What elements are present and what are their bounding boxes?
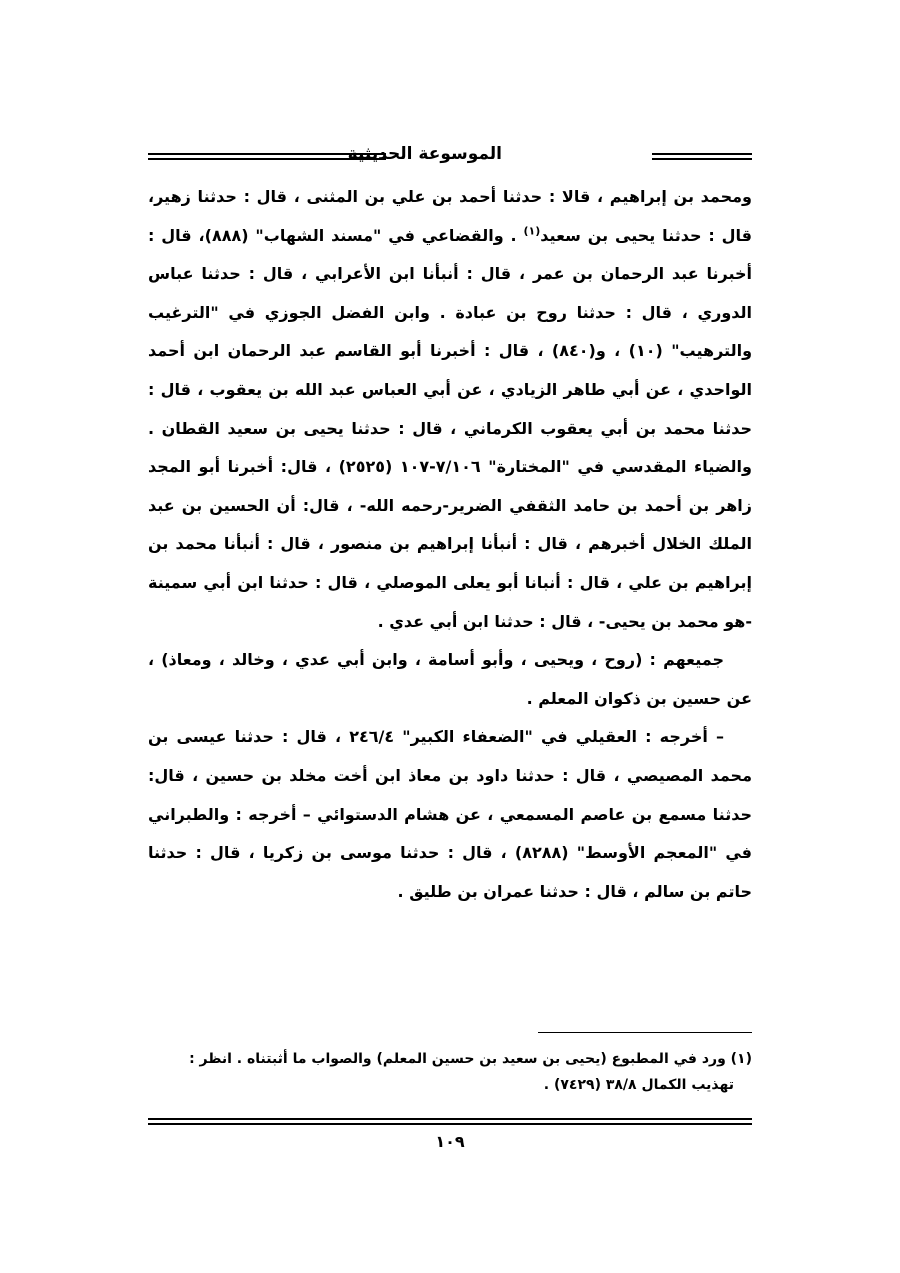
footnote xyxy=(148,1046,752,1098)
paragraph-3: – أخرجه : العقيلي في "الضعفاء الكبير" ٢٤٦/٤ ، قال : حدثنا عيسى بن محمد المصيصي ، قال : حدثنا داود بن معاذ ابن أخت مخلد بن حسين ، قال: حدثنا مسمع بن عاصم المسمعي ، عن هشام الدستوائي – أخرجه : والطبراني في "المعجم الأوسط" (٨٢٨٨) ، قال : حدثنا موسى بن زكريا ، قال : حدثنا حاتم بن سالم ، قال : حدثنا عمران بن طليق . xyxy=(148,727,752,901)
footnote-divider xyxy=(538,1032,752,1033)
paragraph-2: جميعهم : (روح ، ويحيى ، وأبو أسامة ، وابن أبي عدي ، وخالد ، ومعاذ) ، عن حسين بن ذكوان المعلم . xyxy=(148,650,752,708)
paragraph-1-part-a: ومحمد بن إبراهيم ، قالا : حدثنا أحمد بن علي بن المثنى ، قال : حدثنا زهير، قال : حدثنا يحيى بن سعيد xyxy=(148,187,753,245)
running-header xyxy=(148,140,752,172)
footnote-line-2: تهذيب الكمال ٣٨/٨ (٧٤٢٩) . xyxy=(543,1077,734,1093)
document-page xyxy=(148,140,753,1151)
footnote-marker: (١) xyxy=(523,224,541,238)
paragraph-1 xyxy=(148,178,752,641)
page-number: ١٠٩ xyxy=(435,1132,465,1151)
body-text xyxy=(148,178,752,911)
header-rule-right xyxy=(652,153,752,160)
header-rule-left xyxy=(148,153,386,160)
footnote-line-1: (١) ورد في المطبوع (يحيى بن سعيد بن حسين المعلم) والصواب ما أثبتناه . انظر : xyxy=(189,1051,752,1067)
paragraph-1-part-b: . والقضاعي في "مسند الشهاب" (٨٨٨)، قال : أخبرنا عبد الرحمان بن عمر ، قال : أنبأنا ابن الأعرابي ، قال : حدثنا عباس الدوري ، قال : حدثنا روح بن عبادة . وابن الفضل الجوزي في "الترغيب والترهيب" (١٠) ، و(٨٤٠) ، قال : أخبرنا أبو القاسم عبد الرحمان ابن أحمد الواحدي ، عن أبي طاهر الزيادي ، عن أبي العباس عبد الله بن يعقوب ، قال : حدثنا محمد بن أبي يعقوب الكرماني ، قال : حدثنا يحيى بن سعيد القطان . والضياء المقدسي في "المختارة" ٧/١٠٦-١٠٧ (٢٥٢٥) ، قال: أخبرنا أبو المجد زاهر بن أحمد بن حامد الثقفي الضرير-رحمه الله- ، قال: أن الحسين بن عبد الملك الخلال أخبرهم ، قال : أنبأنا إبراهيم بن منصور ، قال : أنبأنا محمد بن إبراهيم بن علي ، قال : أنبانا أبو يعلى الموصلي ، قال : حدثنا ابن أبي سمينة -هو محمد بن يحيى- ، قال : حدثنا ابن أبي عدي . xyxy=(148,225,753,631)
header-title: الموسوعة الحديثية xyxy=(347,144,502,164)
bottom-rule xyxy=(148,1118,752,1125)
